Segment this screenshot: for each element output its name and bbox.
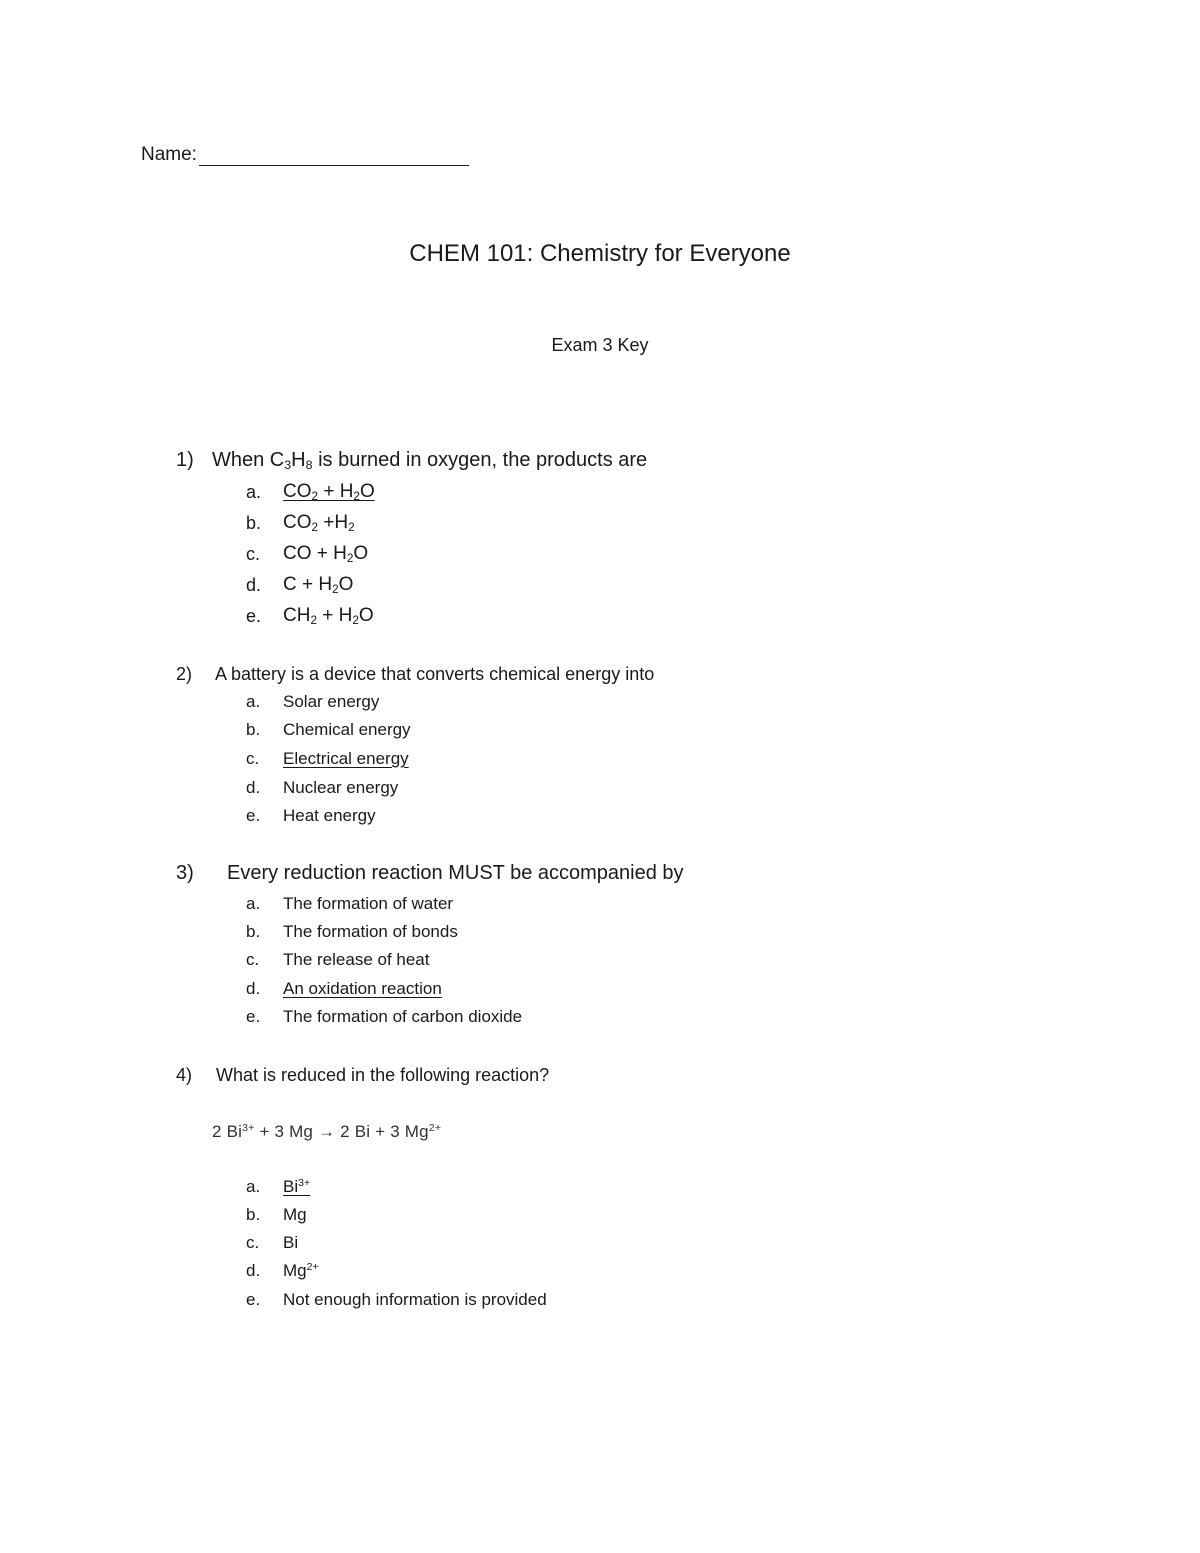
option-d: $Mg^{2+}$ (283, 1261, 319, 1280)
option-letter: e. (246, 1007, 261, 1026)
option-c: Bi (283, 1233, 299, 1252)
option-letter: a. (246, 482, 262, 502)
option-c: CO + $H_2O$ (283, 543, 369, 565)
option-letter: e. (246, 1290, 261, 1309)
exam-title: CHEM 101: Chemistry for Everyone (409, 240, 791, 267)
question-number: 1) (176, 449, 194, 471)
option-a-correct: $Bi^{3+}$ (283, 1177, 311, 1196)
option-letter: a. (246, 692, 261, 711)
option-c: The release of heat (283, 950, 430, 969)
option-letter: d. (246, 1261, 261, 1280)
question-text: A battery is a device that converts chemical energy into (215, 664, 655, 684)
option-e: Heat energy (283, 806, 376, 825)
option-c-correct: Electrical energy (283, 749, 409, 768)
option-letter: d. (246, 778, 261, 797)
exam-subtitle: Exam 3 Key (551, 335, 649, 355)
option-letter: e. (246, 806, 261, 825)
option-d: Nuclear energy (283, 778, 399, 797)
question-text: When $C_3H_8$ is burned in oxygen, the products are (212, 449, 648, 473)
option-e: Not enough information is provided (283, 1290, 547, 1309)
option-letter: b. (246, 922, 261, 941)
reaction-equation: 2 $Bi^{3+} + 3$ Mg → 2 Bi + 3 $Mg^{2+}$ (212, 1122, 442, 1141)
question-number: 2) (176, 664, 193, 684)
question-number: 4) (176, 1065, 193, 1085)
question-number: 3) (176, 862, 194, 884)
option-letter: d. (246, 979, 261, 998)
name-label: Name: (141, 144, 197, 165)
option-letter: d. (246, 575, 262, 595)
option-b: Mg (283, 1205, 307, 1224)
option-a: Solar energy (283, 692, 380, 711)
option-b: $CO_2 +H_2$ (283, 512, 355, 534)
option-a-correct: $CO_2 + H_2O$ (283, 481, 375, 503)
question-text: Every reduction reaction MUST be accompanied by (227, 862, 684, 884)
option-letter: b. (246, 720, 261, 739)
option-b: The formation of bonds (283, 922, 458, 941)
option-b: Chemical energy (283, 720, 411, 739)
option-e: The formation of carbon dioxide (283, 1007, 523, 1026)
option-letter: b. (246, 513, 262, 533)
option-letter: a. (246, 894, 261, 913)
name-field (141, 144, 469, 166)
option-letter: c. (246, 950, 260, 969)
option-letter: c. (246, 749, 260, 768)
option-letter: e. (246, 606, 262, 626)
option-letter: c. (246, 1233, 260, 1252)
option-letter: c. (246, 544, 261, 564)
option-e: $CH_2 + H_2O$ (283, 605, 374, 627)
option-d: $C + H_2O$ (283, 574, 354, 596)
option-d-correct: An oxidation reaction (283, 979, 442, 998)
option-a: The formation of water (283, 894, 454, 913)
question-text: What is reduced in the following reaction? (216, 1065, 550, 1085)
name-blank-line (199, 147, 469, 166)
option-letter: a. (246, 1177, 261, 1196)
option-letter: b. (246, 1205, 261, 1224)
